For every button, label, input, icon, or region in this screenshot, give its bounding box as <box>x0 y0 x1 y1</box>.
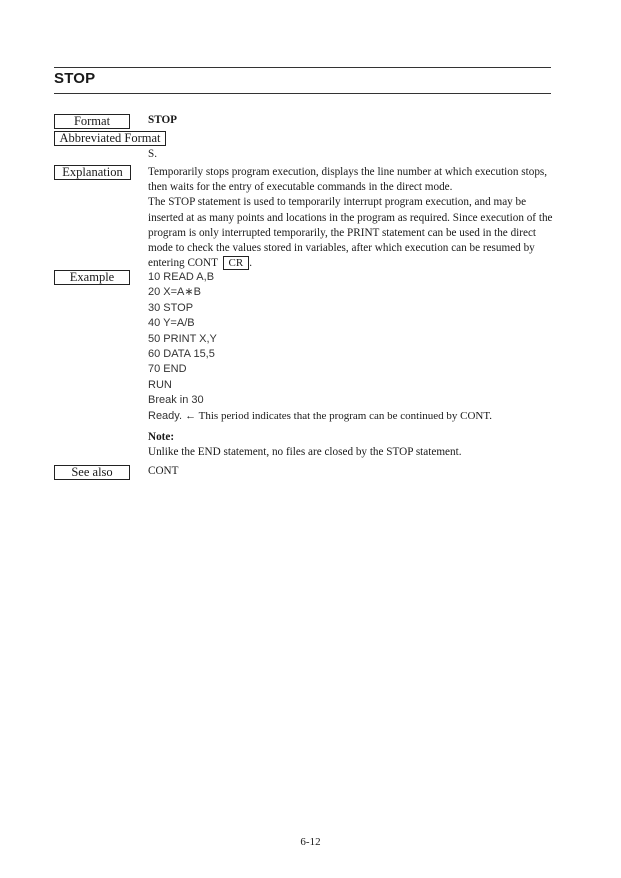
page-number: 6-12 <box>300 836 321 848</box>
note-heading: Note: <box>148 431 175 443</box>
code-line: RUN <box>148 378 172 391</box>
format-label: Format <box>54 114 130 129</box>
code-line-ready <box>148 409 492 424</box>
explanation-paragraph-2-text: The STOP statement is used to temporarily interrupt program execution, and may be inserted at as many points and locations in the program as required. Since execution of the program is only interrupted temporarily, the PRINT statement can be used in the direct mode to check the values stored in variables, after which execution can be resumed by entering CONT <box>148 196 553 270</box>
page-title: STOP <box>54 70 96 87</box>
explanation-paragraph-1: Temporarily stops program execution, displays the line number at which execution stops, then waits for the entry of executable commands in the direct mode. <box>148 166 548 194</box>
code-line: 10 READ A,B <box>148 271 215 283</box>
ready-annotation: ← This period indicates that the program can be continued by CONT. <box>185 409 493 422</box>
note-text: Unlike the END statement, no files are closed by the STOP statement. <box>148 446 462 458</box>
code-line: 30 STOP <box>148 301 194 314</box>
code-line: 60 DATA 15,5 <box>148 348 215 361</box>
code-line: Break in 30 <box>148 394 204 407</box>
explanation-paragraph-2-end: . <box>249 257 252 270</box>
explanation-text <box>148 165 554 271</box>
code-line: 70 END <box>148 363 187 376</box>
see-also-label: See also <box>54 465 130 480</box>
top-rule <box>54 67 551 68</box>
abbreviated-format-value: S. <box>148 148 158 160</box>
code-line: 40 Y=A/B <box>148 317 195 330</box>
format-value: STOP <box>148 114 178 126</box>
code-line: 50 PRINT X,Y <box>148 332 217 345</box>
cr-key: CR <box>223 256 250 270</box>
explanation-paragraph-2 <box>148 195 554 271</box>
title-underline <box>54 93 551 94</box>
code-line: 20 X=A∗B <box>148 286 201 299</box>
abbreviated-format-label: Abbreviated Format <box>54 131 166 146</box>
example-code <box>148 270 492 424</box>
explanation-label: Explanation <box>54 165 131 180</box>
ready-text: Ready. <box>148 409 183 422</box>
example-label: Example <box>54 270 130 285</box>
see-also-value: CONT <box>148 465 179 477</box>
